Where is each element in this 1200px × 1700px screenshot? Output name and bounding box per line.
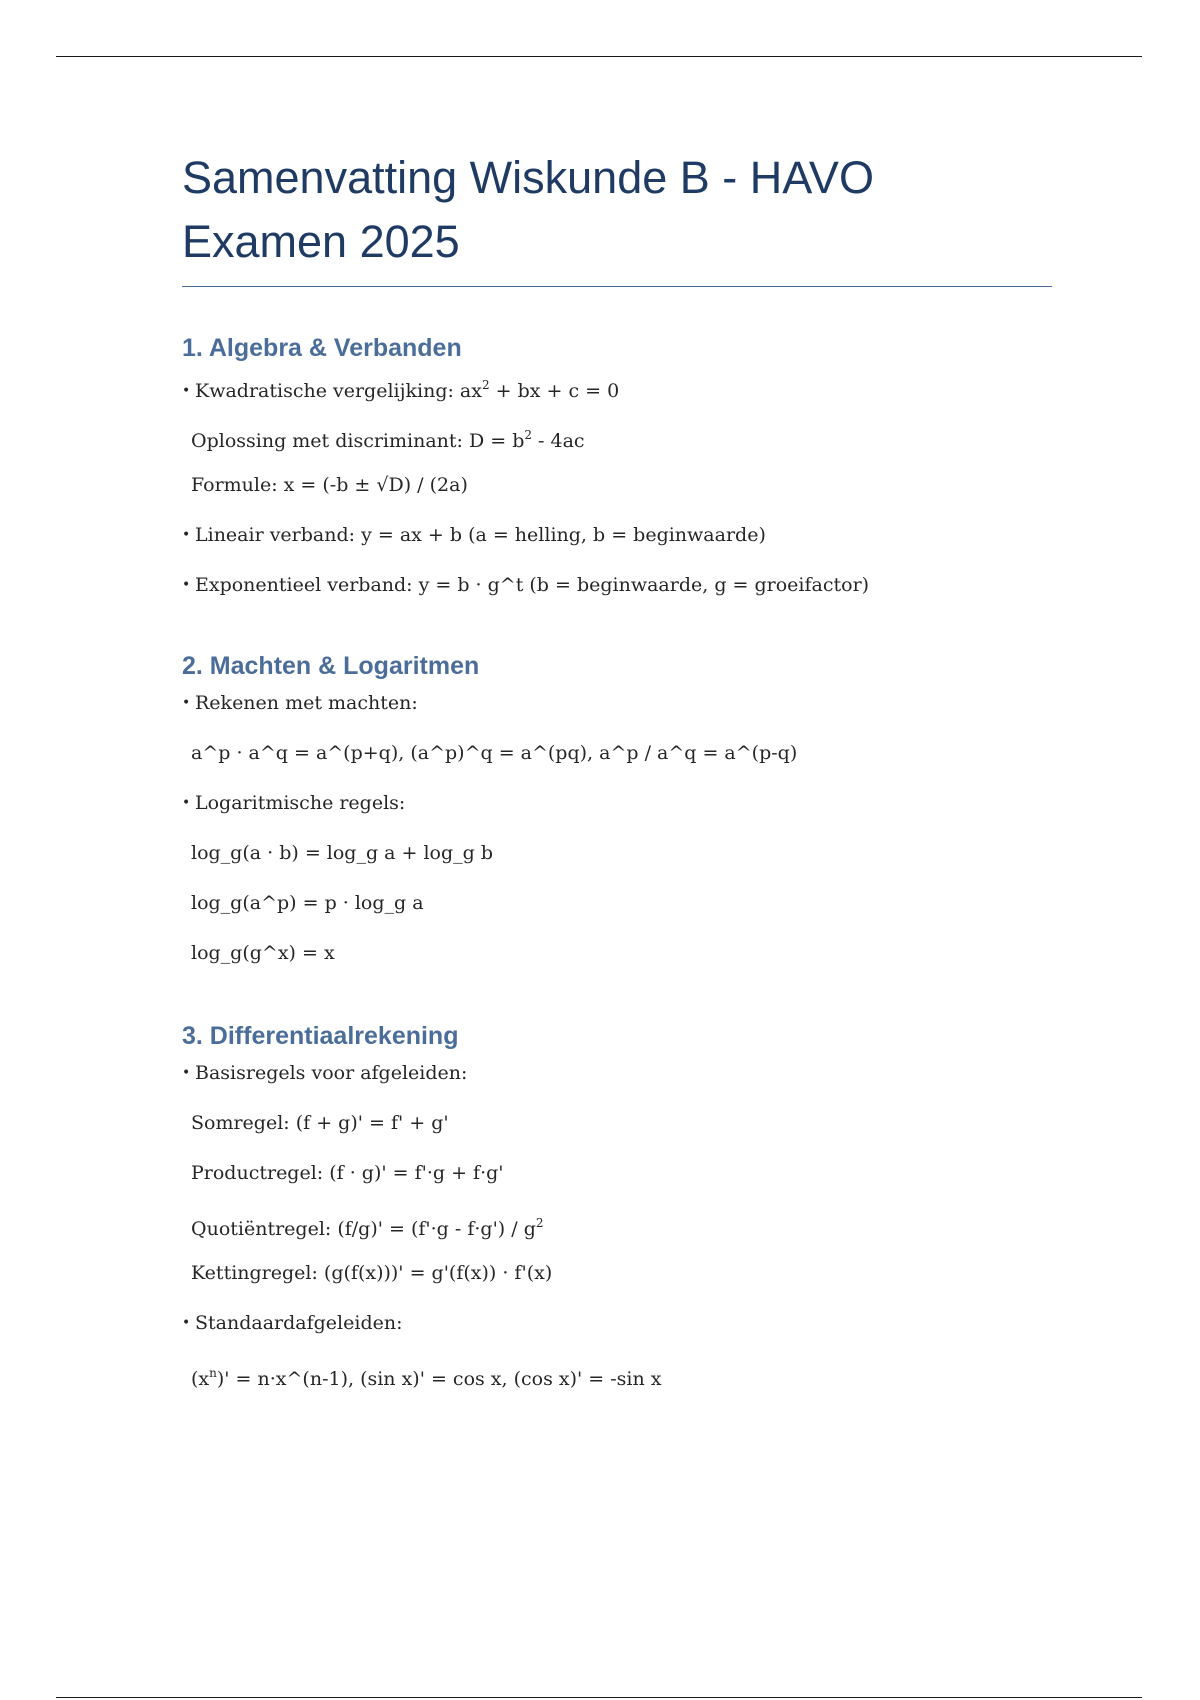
- page-title: [182, 146, 1052, 274]
- list-item: • Standaardafgeleiden:: [182, 1308, 1052, 1358]
- section-heading: 2. Machten & Logaritmen: [182, 652, 480, 680]
- top-rule: [56, 56, 1142, 57]
- list-item: • Basisregels voor afgeleiden:: [182, 1058, 1052, 1108]
- list-item: Oplossing met discriminant: $D = b^2 - 4ac$: [191, 428, 585, 452]
- list-item: log_g(g^x) = x: [191, 942, 335, 964]
- list-item: • Kwadratische vergelijking: $ax^2$ + bx + c = 0: [182, 370, 1052, 420]
- section-heading: 3. Differentiaalrekening: [182, 1022, 459, 1050]
- list-item: Quotiëntregel: $(f/g)' = (f'\cdot g - f\cdot g') / g^2$: [191, 1216, 544, 1240]
- list-item: a^p · a^q = a^(p+q), (a^p)^q = a^(pq), a^p / a^q = a^(p-q): [191, 742, 798, 764]
- section-heading: 1. Algebra & Verbanden: [182, 334, 462, 362]
- section-algebra: [182, 330, 1052, 620]
- document-header: [182, 146, 1052, 287]
- bottom-rule: [56, 1697, 1142, 1698]
- list-item: • Rekenen met machten:: [182, 688, 1052, 738]
- list-item: Somregel: (f + g)' = f' + g': [191, 1112, 449, 1134]
- section-machten: [182, 648, 1052, 988]
- list-item: Formule: x = (-b ± √D) / (2a): [191, 474, 468, 496]
- list-item: • Lineair verband: y = ax + b (a = helling, b = beginwaarde): [182, 520, 1052, 570]
- list-item: • Logaritmische regels:: [182, 788, 1052, 838]
- title-line-2: Examen 2025: [182, 216, 460, 267]
- list-item: Productregel: (f · g)' = f'·g + f·g': [191, 1162, 504, 1184]
- list-item: • Exponentieel verband: y = b · g^t (b = beginwaarde, g = groeifactor): [182, 570, 1052, 620]
- title-underline: [182, 286, 1052, 287]
- title-line-1: Samenvatting Wiskunde B - HAVO: [182, 152, 874, 203]
- list-item: log_g(a^p) = p · log_g a: [191, 892, 424, 914]
- list-item: log_g(a · b) = log_g a + log_g b: [191, 842, 494, 864]
- list-item: $(x^n)'$ = n·x^(n-1), (sin x)' = cos x, (cos x)' = -sin x: [191, 1366, 662, 1390]
- list-item: Kettingregel: (g(f(x)))' = g'(f(x)) · f'(x): [191, 1262, 553, 1284]
- section-differentiaal: [182, 1018, 1052, 1408]
